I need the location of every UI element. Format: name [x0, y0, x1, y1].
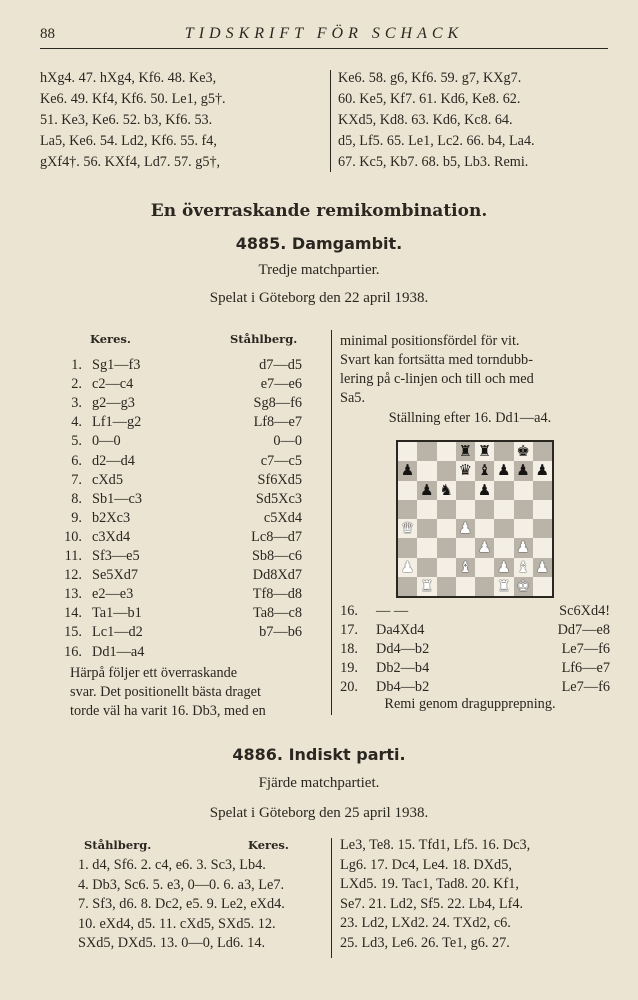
text-line: 60. Ke5, Kf7. 61. Kd6, Ke8. 62.: [338, 91, 521, 107]
text-line: LXd5. 19. Tac1, Tad8. 20. Kf1,: [340, 876, 519, 892]
black-rook-icon: ♜: [477, 442, 492, 461]
white-rook-icon: ♜: [420, 576, 434, 595]
white-move: — —: [376, 603, 409, 619]
board-square: [398, 577, 417, 596]
text-line: svar. Det positionellt bästa draget: [70, 684, 261, 700]
board-square: [533, 442, 552, 461]
board-square: [533, 558, 552, 577]
board-square: [533, 481, 552, 500]
board-square: [475, 500, 494, 519]
black-move: Tf8—d8: [252, 586, 302, 603]
running-header: [40, 22, 608, 49]
text-line: 25. Ld3, Le6. 26. Te1, g6. 27.: [340, 934, 510, 951]
board-square: [417, 577, 436, 596]
white-pawn-icon: ♟: [458, 519, 473, 538]
board-square: [398, 538, 417, 557]
board-square: [398, 442, 417, 461]
move-number: 12.: [64, 567, 82, 584]
board-square: [456, 461, 475, 480]
text-line: 51. Ke3, Ke6. 52. b3, Kf6. 53.: [40, 112, 213, 128]
black-move: Sc6Xd4!: [559, 603, 610, 619]
board-square: [475, 577, 494, 596]
move-number: 11.: [64, 548, 82, 564]
board-square: [514, 461, 533, 480]
board-square: [494, 461, 513, 480]
annotation-right: [340, 332, 534, 408]
board-square: [437, 519, 456, 538]
white-player-2: Ståhlberg.: [84, 838, 152, 852]
white-move: Sg1—f3: [92, 357, 141, 373]
text-line: 23. Ld2, LXd2. 24. TXd2, c6.: [340, 915, 511, 931]
text-line: Svart kan fortsätta med torndubb-: [340, 352, 533, 368]
board-square: [398, 558, 417, 577]
column-divider: [331, 838, 332, 958]
text-line: 1. d4, Sf6. 2. c4, e6. 3. Sc3, Lb4.: [78, 857, 266, 873]
board-square: [533, 538, 552, 557]
game1-title: 4885. Damgambit.: [235, 234, 403, 253]
white-queen-icon: ♛: [400, 519, 415, 538]
board-square: [514, 500, 533, 519]
black-move: e7—e6: [260, 376, 302, 393]
text-line: Härpå följer ett överraskande: [70, 665, 238, 681]
white-move: Db4—b2: [376, 679, 430, 696]
white-pawn-icon: ♟: [400, 557, 415, 576]
board-square: [437, 461, 456, 480]
board-square: [417, 481, 436, 500]
board-square: [456, 538, 475, 557]
text-line: SXd5, DXd5. 13. 0—0, Ld6. 14.: [78, 935, 266, 951]
board-square: [456, 442, 475, 461]
white-move: g2—g3: [92, 395, 135, 412]
black-move: Ta8—c8: [252, 605, 302, 622]
text-line: Ke6. 49. Kf4, Kf6. 50. Le1, g5†.: [40, 91, 226, 107]
black-move: Sf6Xd5: [257, 471, 302, 488]
journal-title: TIDSKRIFT FÖR SCHACK: [184, 25, 464, 42]
white-bishop-icon: ♝: [516, 557, 530, 576]
page-number: 88: [40, 26, 55, 42]
move-number: 13.: [64, 586, 82, 603]
text-line: hXg4. 47. hXg4, Kf6. 48. Ke3,: [40, 70, 217, 86]
white-pawn-icon: ♟: [477, 538, 492, 557]
annotation-left: [70, 664, 266, 721]
move-number: 19.: [340, 660, 358, 677]
board-square: [533, 577, 552, 596]
white-move: Sb1—c3: [92, 490, 143, 507]
board-square: [398, 500, 417, 519]
board-square: [437, 577, 456, 596]
board-square: [475, 481, 494, 500]
white-move: Da4Xd4: [376, 622, 425, 639]
board-square: [456, 500, 475, 519]
black-move: Dd8Xd7: [252, 567, 302, 584]
move-number: 5.: [71, 433, 82, 450]
move-number: 7.: [71, 471, 82, 488]
continuation-right: [338, 68, 535, 173]
black-rook-icon: ♜: [458, 442, 473, 461]
black-move: d7—d5: [259, 357, 302, 373]
black-move: [212, 643, 302, 662]
board-square: [533, 519, 552, 538]
white-move: 0—0: [92, 433, 121, 450]
text-line: 4. Db3, Sc6. 5. e3, 0—0. 6. a3, Le7.: [78, 876, 285, 893]
move-number: 18.: [340, 641, 358, 658]
black-pawn-icon: ♟: [477, 480, 492, 499]
black-move: Sd5Xc3: [255, 490, 302, 507]
black-move: Le7—f6: [561, 641, 610, 658]
text-line: Sa5.: [340, 390, 366, 406]
text-line: gXf4†. 56. KXf4, Ld7. 57. g5†,: [40, 154, 221, 170]
game2-moves-right: [340, 836, 530, 953]
move-number: 3.: [71, 395, 82, 412]
black-move: c5Xd4: [263, 509, 302, 526]
board-square: [475, 558, 494, 577]
board-square: [494, 442, 513, 461]
white-move: c3Xd4: [92, 528, 131, 545]
move-number: 16.: [340, 603, 358, 619]
white-move: Lf1—g2: [92, 414, 142, 431]
board-square: [475, 442, 494, 461]
board-square: [456, 577, 475, 596]
board-square: [494, 481, 513, 500]
black-move: 0—0: [273, 433, 302, 450]
column-divider: [331, 330, 332, 715]
text-line: Lg6. 17. Dc4, Le4. 18. DXd5,: [340, 856, 512, 873]
black-pawn-icon: ♟: [497, 461, 511, 480]
white-move: Dd4—b2: [376, 641, 430, 658]
game1-subtitle: Tredje matchpartier.: [258, 262, 380, 278]
black-move: Dd7—e8: [557, 622, 610, 639]
board-square: [494, 558, 513, 577]
black-queen-icon: ♛: [458, 461, 473, 480]
board-square: [533, 500, 552, 519]
text-line: lering på c-linjen och till och med: [340, 371, 534, 387]
white-move: Db2—b4: [376, 660, 430, 677]
white-move: c2—c4: [92, 376, 134, 393]
text-line: Ke6. 58. g6, Kf6. 59. g7, KXg7.: [338, 70, 522, 86]
board-square: [437, 538, 456, 557]
board-square: [437, 481, 456, 500]
board-square: [494, 538, 513, 557]
board-square: [398, 519, 417, 538]
white-move: Dd1—a4: [92, 643, 145, 660]
white-move: Sf3—e5: [92, 548, 140, 564]
text-line: La5, Ke6. 54. Ld2, Kf6. 55. f4,: [40, 133, 217, 149]
board-square: [514, 481, 533, 500]
board-square: [437, 500, 456, 519]
board-square: [514, 558, 533, 577]
board-square: [398, 461, 417, 480]
white-rook-icon: ♜: [497, 576, 511, 595]
text-line: 7. Sf3, d6. 8. Dc2, e5. 9. Le2, eXd4.: [78, 896, 285, 912]
move-number: 4.: [71, 414, 82, 431]
board-square: [494, 519, 513, 538]
black-move: Lc8—d7: [251, 528, 302, 545]
white-pawn-icon: ♟: [497, 557, 511, 576]
continuation-left: [40, 68, 226, 173]
board-square: [475, 461, 494, 480]
white-move: Ta1—b1: [92, 605, 142, 622]
white-pawn-icon: ♟: [535, 557, 550, 576]
black-move: Lf8—e7: [253, 414, 302, 431]
text-line: 67. Kc5, Kb7. 68. b5, Lb3. Remi.: [338, 154, 529, 170]
white-king-icon: ♚: [516, 576, 530, 595]
move-number: 6.: [71, 452, 82, 469]
black-pawn-icon: ♟: [400, 461, 415, 480]
text-line: Le3, Te8. 15. Tfd1, Lf5. 16. Dc3,: [340, 837, 531, 853]
black-king-icon: ♚: [516, 442, 530, 461]
move-number: 16.: [64, 643, 82, 660]
black-move: Sg8—f6: [253, 395, 302, 412]
game2-played: Spelat i Göteborg den 25 april 1938.: [209, 805, 429, 821]
white-move: b2Xc3: [92, 509, 131, 526]
white-move: d2—d4: [92, 452, 135, 469]
black-move: b7—b6: [259, 624, 302, 641]
white-move: cXd5: [92, 471, 123, 488]
game1-played: Spelat i Göteborg den 22 april 1938.: [209, 290, 429, 306]
board-square: [437, 558, 456, 577]
text-line: torde väl ha varit 16. Db3, med en: [70, 703, 266, 719]
board-square: [514, 538, 533, 557]
text-line: 10. eXd4, d5. 11. cXd5, SXd5. 12.: [78, 915, 276, 932]
game2-subtitle: Fjärde matchpartiet.: [258, 775, 380, 791]
white-move: Se5Xd7: [92, 567, 139, 584]
board-square: [514, 519, 533, 538]
board-square: [417, 519, 436, 538]
text-line: minimal positionsfördel för vit.: [340, 333, 520, 349]
black-player: Ståhlberg.: [230, 332, 298, 346]
move-number: 15.: [64, 624, 82, 641]
white-move: Lc1—d2: [92, 624, 143, 641]
text-line: d5, Lf5. 65. Le1, Lc2. 66. b4, La4.: [338, 133, 535, 149]
diagram-caption: Ställning efter 16. Dd1—a4.: [388, 410, 552, 426]
board-square: [533, 461, 552, 480]
white-pawn-icon: ♟: [516, 538, 530, 557]
board-square: [494, 577, 513, 596]
black-move: Lf6—e7: [561, 660, 610, 677]
black-move: c7—c5: [260, 452, 302, 469]
board-square: [475, 519, 494, 538]
board-square: [494, 500, 513, 519]
black-pawn-icon: ♟: [535, 461, 550, 480]
move-number: 20.: [340, 679, 358, 696]
board-square: [456, 481, 475, 500]
move-number: 8.: [71, 490, 82, 507]
black-pawn-icon: ♟: [516, 461, 530, 480]
game2-title: 4886. Indiskt parti.: [232, 745, 406, 764]
white-player: Keres.: [90, 332, 131, 346]
board-square: [514, 577, 533, 596]
board-square: [437, 442, 456, 461]
white-move: e2—e3: [92, 586, 134, 603]
board-square: [417, 461, 436, 480]
board-square: [514, 442, 533, 461]
section-title: En överraskande remikombination.: [150, 201, 488, 221]
board-square: [417, 442, 436, 461]
move-number: 14.: [64, 605, 82, 622]
text-line: KXd5, Kd8. 63. Kd6, Kc8. 64.: [338, 112, 513, 128]
game2-moves-left: [78, 856, 285, 954]
board-square: [417, 538, 436, 557]
black-player-2: Keres.: [248, 838, 289, 852]
board-square: [456, 519, 475, 538]
board-square: [398, 481, 417, 500]
column-divider: [330, 70, 331, 172]
black-knight-icon: ♞: [439, 480, 453, 499]
game1-result: Remi genom dragupprepning.: [384, 696, 556, 712]
move-number: 2.: [71, 376, 82, 393]
black-bishop-icon: ♝: [477, 461, 492, 480]
move-number: 17.: [340, 622, 358, 639]
black-move: Sb8—c6: [251, 548, 302, 564]
board-square: [417, 500, 436, 519]
chess-diagram: [396, 440, 554, 598]
board-square: [417, 558, 436, 577]
board-square: [475, 538, 494, 557]
move-number: 9.: [71, 509, 82, 526]
board-square: [456, 558, 475, 577]
black-move: Le7—f6: [561, 679, 610, 696]
move-number: 1.: [71, 357, 82, 373]
white-bishop-icon: ♝: [458, 557, 473, 576]
move-number: 10.: [64, 528, 82, 545]
black-pawn-icon: ♟: [420, 480, 434, 499]
text-line: Se7. 21. Ld2, Sf5. 22. Lb4, Lf4.: [340, 895, 524, 912]
